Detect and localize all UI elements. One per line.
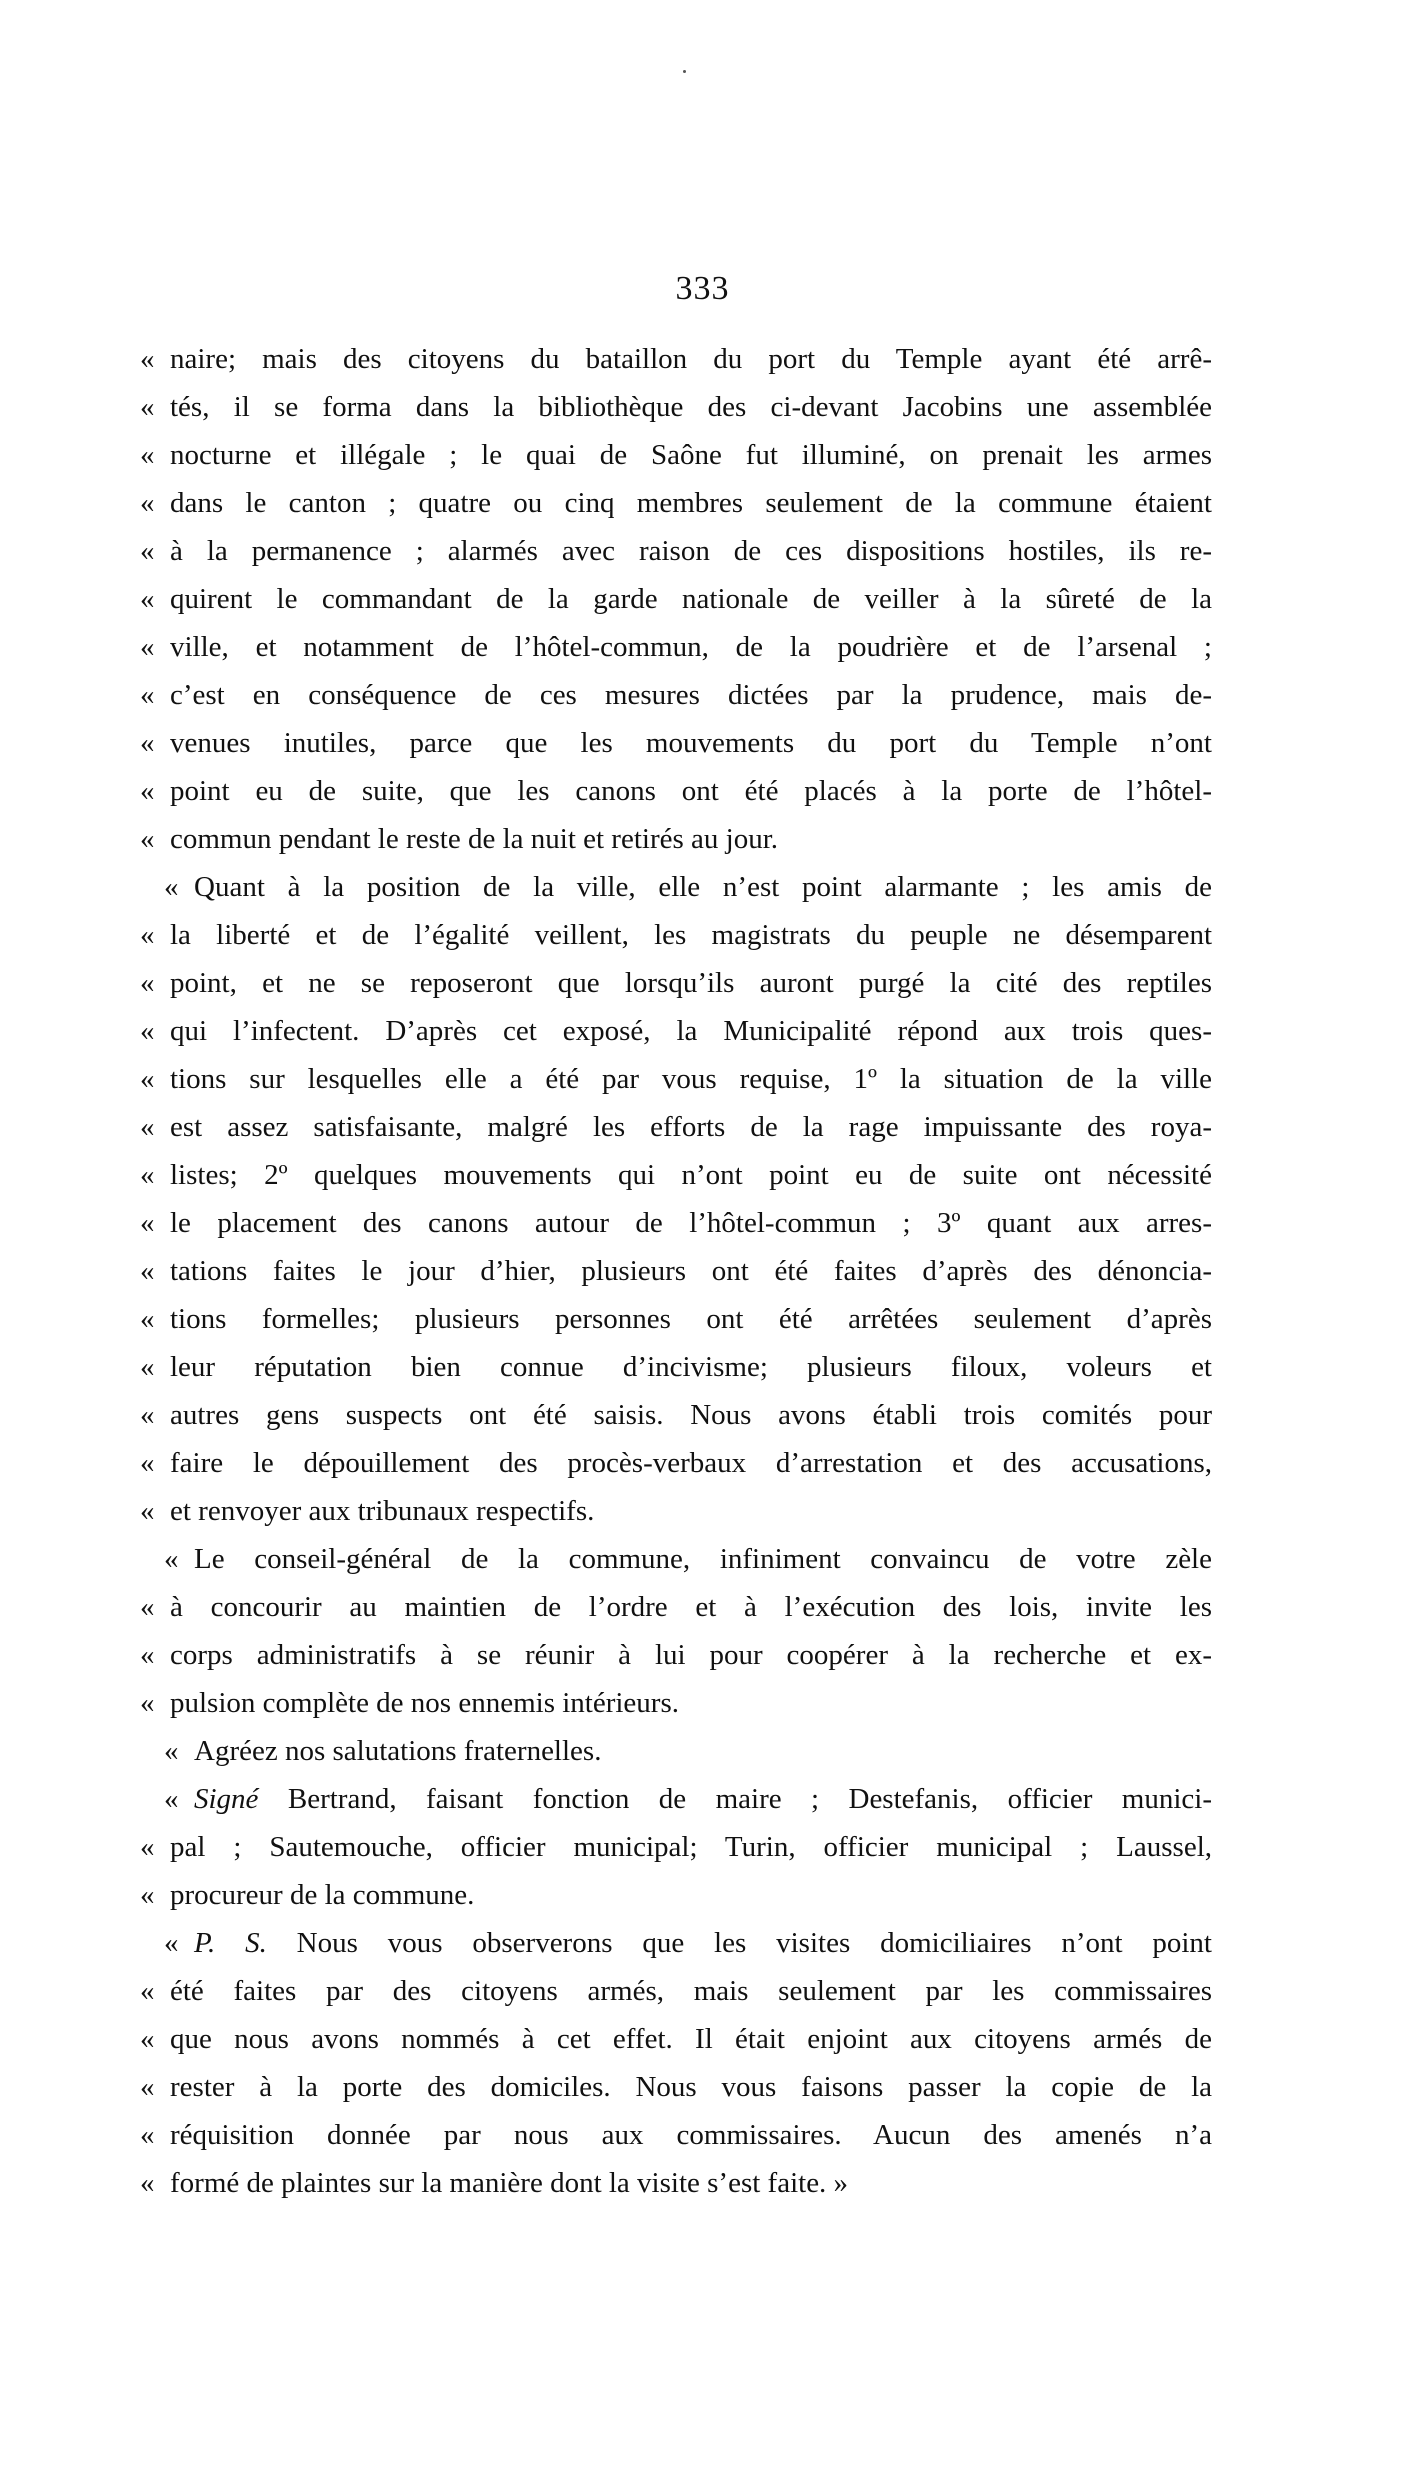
quote-mark: « (140, 535, 155, 567)
text-line (140, 863, 1212, 911)
line-text: Nous vous observerons que les visites domiciliaires n’ont point (266, 1927, 1212, 1959)
line-text: et renvoyer aux tribunaux respectifs. (170, 1495, 595, 1527)
text-line (140, 1679, 1212, 1727)
text-line (140, 1295, 1212, 1343)
quote-mark: « (140, 343, 155, 375)
line-text: nocturne et illégale ; le quai de Saône fut illuminé, on prenait les armes (170, 439, 1212, 471)
line-text: qui l’infectent. D’après cet exposé, la Municipalité répond aux trois ques- (170, 1015, 1212, 1047)
text-line (140, 1103, 1212, 1151)
text-line (140, 623, 1212, 671)
line-text: Bertrand, faisant fonction de maire ; Destefanis, officier munici- (258, 1783, 1212, 1815)
quote-mark: « (140, 919, 155, 951)
quote-mark: « (140, 1975, 155, 2007)
quote-mark: « (140, 631, 155, 663)
line-text: rester à la porte des domiciles. Nous vous faisons passer la copie de la (170, 2071, 1212, 2103)
line-text: point, et ne se reposeront que lorsqu’ils auront purgé la cité des reptiles (170, 967, 1212, 999)
quote-mark: « (140, 2119, 155, 2151)
text-line (140, 2015, 1212, 2063)
line-text: tions sur lesquelles elle a été par vous requise, 1º la situation de la ville (170, 1063, 1212, 1095)
line-text: que nous avons nommés à cet effet. Il était enjoint aux citoyens armés de (170, 2023, 1212, 2055)
body-text (140, 335, 1212, 2207)
text-line (140, 719, 1212, 767)
line-text: tations faites le jour d’hier, plusieurs ont été faites d’après des dénoncia- (170, 1255, 1212, 1287)
line-text: formé de plaintes sur la manière dont la visite s’est faite. » (170, 2167, 849, 2199)
quote-mark: « (140, 1591, 155, 1623)
quote-mark: « (140, 487, 155, 519)
line-text: point eu de suite, que les canons ont été placés à la porte de l’hôtel- (170, 775, 1212, 807)
line-text: procureur de la commune. (170, 1879, 475, 1911)
text-line (140, 1631, 1212, 1679)
text-line (140, 767, 1212, 815)
text-line (140, 2063, 1212, 2111)
quote-mark: « (140, 1063, 155, 1095)
quote-mark: « (140, 2071, 155, 2103)
line-text: tés, il se forma dans la bibliothèque des ci-devant Jacobins une assemblée (170, 391, 1212, 423)
text-line (140, 1583, 1212, 1631)
quote-mark: « (164, 1927, 179, 1959)
line-text: été faites par des citoyens armés, mais seulement par les commissaires (170, 1975, 1212, 2007)
line-text: autres gens suspects ont été saisis. Nous avons établi trois comités pour (170, 1399, 1212, 1431)
text-line (140, 335, 1212, 383)
text-line (140, 383, 1212, 431)
quote-mark: « (140, 1255, 155, 1287)
quote-mark: « (140, 583, 155, 615)
line-text: réquisition donnée par nous aux commissaires. Aucun des amenés n’a (170, 2119, 1212, 2151)
text-line (140, 1343, 1212, 1391)
text-line (140, 1871, 1212, 1919)
line-text: à concourir au maintien de l’ordre et à l’exécution des lois, invite les (170, 1591, 1212, 1623)
quote-mark: « (140, 439, 155, 471)
text-line (140, 1199, 1212, 1247)
line-text: ville, et notamment de l’hôtel-commun, de la poudrière et de l’arsenal ; (170, 631, 1212, 663)
text-line (140, 1055, 1212, 1103)
page-number: 333 (675, 270, 730, 307)
quote-mark: « (164, 871, 179, 903)
italic-prefix: P. S. (194, 1927, 267, 1959)
quote-mark: « (164, 1543, 179, 1575)
quote-mark: « (140, 1399, 155, 1431)
quote-mark: « (140, 679, 155, 711)
quote-mark: « (140, 823, 155, 855)
line-text: la liberté et de l’égalité veillent, les magistrats du peuple ne désemparent (170, 919, 1212, 951)
text-line (140, 671, 1212, 719)
line-text: Quant à la position de la ville, elle n’est point alarmante ; les amis de (194, 871, 1212, 903)
quote-mark: « (140, 391, 155, 423)
line-text: est assez satisfaisante, malgré les efforts de la rage impuissante des roya- (170, 1111, 1212, 1143)
quote-mark: « (140, 967, 155, 999)
line-text: tions formelles; plusieurs personnes ont été arrêtées seulement d’après (170, 1303, 1212, 1335)
text-line (140, 1487, 1212, 1535)
text-line (140, 911, 1212, 959)
quote-mark: « (140, 1351, 155, 1383)
line-text: commun pendant le reste de la nuit et retirés au jour. (170, 823, 778, 855)
text-line (140, 1967, 1212, 2015)
quote-mark: « (140, 775, 155, 807)
line-text: listes; 2º quelques mouvements qui n’ont point eu de suite ont nécessité (170, 1159, 1212, 1191)
text-line (140, 959, 1212, 1007)
line-text: naire; mais des citoyens du bataillon du port du Temple ayant été arrê- (170, 343, 1212, 375)
quote-mark: « (164, 1783, 179, 1815)
italic-prefix: Signé (194, 1783, 259, 1815)
quote-mark: « (140, 2023, 155, 2055)
quote-mark: « (140, 1831, 155, 1863)
text-line (140, 1775, 1212, 1823)
quote-mark: « (140, 727, 155, 759)
line-text: quirent le commandant de la garde nationale de veiller à la sûreté de la (170, 583, 1212, 615)
line-text: pulsion complète de nos ennemis intérieurs. (170, 1687, 680, 1719)
line-text: Le conseil-général de la commune, infiniment convaincu de votre zèle (194, 1543, 1212, 1575)
quote-mark: « (140, 1111, 155, 1143)
line-text: leur réputation bien connue d’incivisme; plusieurs filoux, voleurs et (170, 1351, 1212, 1383)
line-text: venues inutiles, parce que les mouvements du port du Temple n’ont (170, 727, 1212, 759)
line-text: c’est en conséquence de ces mesures dictées par la prudence, mais de- (170, 679, 1212, 711)
text-line (140, 1919, 1212, 1967)
text-line (140, 479, 1212, 527)
text-line (140, 1823, 1212, 1871)
text-line (140, 575, 1212, 623)
text-line (140, 2159, 1212, 2207)
text-line (140, 431, 1212, 479)
text-line (140, 527, 1212, 575)
quote-mark: « (140, 1207, 155, 1239)
line-text: Agréez nos salutations fraternelles. (194, 1735, 602, 1767)
line-text: pal ; Sautemouche, officier municipal; Turin, officier municipal ; Laussel, (170, 1831, 1212, 1863)
text-line (140, 1391, 1212, 1439)
line-text: corps administratifs à se réunir à lui pour coopérer à la recherche et ex- (170, 1639, 1212, 1671)
quote-mark: « (140, 1879, 155, 1911)
text-line (140, 1727, 1212, 1775)
quote-mark: « (140, 1015, 155, 1047)
text-line (140, 815, 1212, 863)
quote-mark: « (164, 1735, 179, 1767)
text-line (140, 1439, 1212, 1487)
line-text: faire le dépouillement des procès-verbaux d’arrestation et des accusations, (170, 1447, 1212, 1479)
quote-mark: « (140, 1639, 155, 1671)
quote-mark: « (140, 1495, 155, 1527)
text-line (140, 1007, 1212, 1055)
text-line (140, 1535, 1212, 1583)
quote-mark: « (140, 1447, 155, 1479)
text-line (140, 2111, 1212, 2159)
quote-mark: « (140, 1687, 155, 1719)
line-text: dans le canton ; quatre ou cinq membres seulement de la commune étaient (170, 487, 1212, 519)
text-line (140, 1151, 1212, 1199)
quote-mark: « (140, 1159, 155, 1191)
quote-mark: « (140, 2167, 155, 2199)
scan-speck (683, 70, 686, 73)
text-line (140, 1247, 1212, 1295)
line-text: le placement des canons autour de l’hôtel-commun ; 3º quant aux arres- (170, 1207, 1212, 1239)
line-text: à la permanence ; alarmés avec raison de ces dispositions hostiles, ils re- (170, 535, 1212, 567)
quote-mark: « (140, 1303, 155, 1335)
